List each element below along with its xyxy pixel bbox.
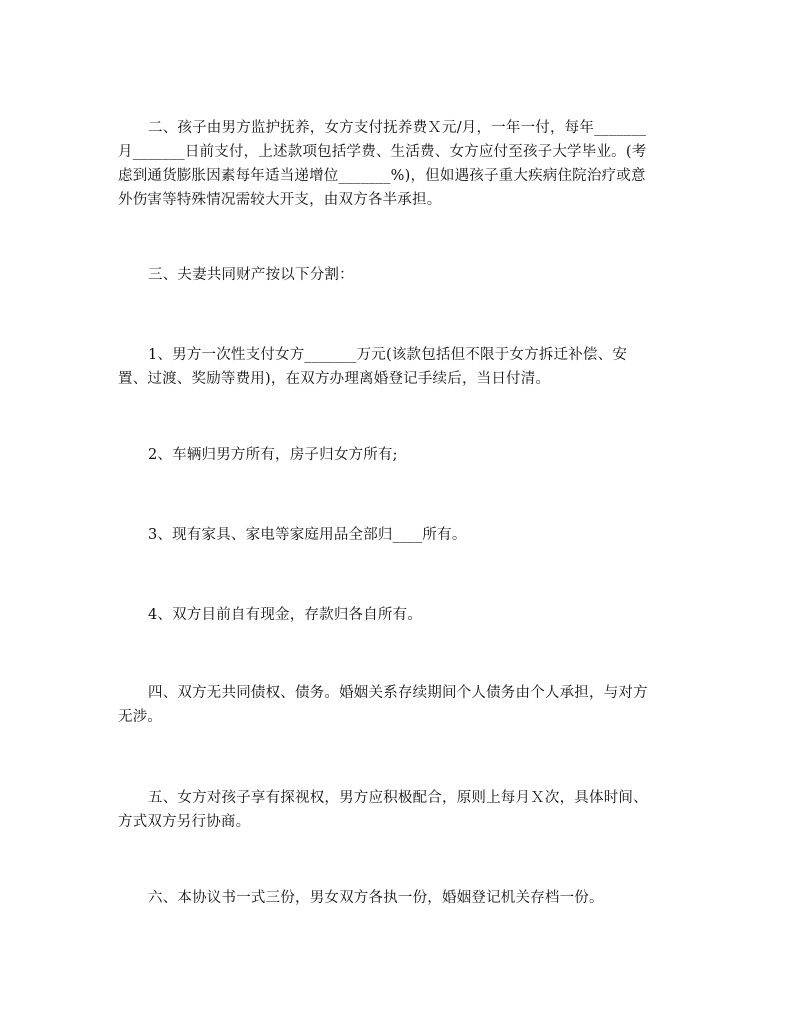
paragraph-line: 三、夫妻共同财产按以下分割： <box>148 267 354 283</box>
paragraph-line: 六、本协议书一式三份，男女双方各执一份，婚姻登记机关存档一份。 <box>148 890 604 906</box>
paragraph-line: 月_______日前支付，上述款项包括学费、生活费、女方应付至孩子大学毕业。(考 <box>118 144 647 160</box>
paragraph-line: 五、女方对孩子享有探视权，男方应积极配合，原则上每月Ｘ次，具体时间、 <box>148 790 648 806</box>
paragraph-line: 无涉。 <box>118 709 163 725</box>
paragraph-visitation <box>118 786 688 834</box>
paragraph-line: 方式双方另行协商。 <box>118 814 251 830</box>
paragraph-line: 外伤害等特殊情况需较大开支，由双方各半承担。 <box>118 192 442 208</box>
paragraph-line: 4、双方目前自有现金，存款归各自所有。 <box>148 607 423 623</box>
paragraph-line: 虑到通货膨胀因素每年适当递增位_______%)，但如遇孩子重大疾病住院治疗或意 <box>118 168 646 184</box>
paragraph-line: 3、现有家具、家电等家庭用品全部归____所有。 <box>148 527 467 543</box>
paragraph-property-item-1 <box>118 343 688 391</box>
paragraph-property-item-4 <box>118 603 688 627</box>
paragraph-line: 2、车辆归男方所有，房子归女方所有; <box>148 447 398 463</box>
paragraph-line: 置、过渡、奖励等费用)，在双方办理离婚登记手续后，当日付清。 <box>118 371 551 387</box>
paragraph-property-item-3 <box>118 523 688 547</box>
paragraph-debts <box>118 681 688 729</box>
paragraph-line: 二、孩子由男方监护抚养，女方支付抚养费Ｘ元/月，一年一付，每年_______ <box>148 120 647 136</box>
paragraph-copies <box>118 886 688 910</box>
paragraph-property-item-2 <box>118 443 688 467</box>
paragraph-line: 1、男方一次性支付女方_______万元(该款包括但不限于女方拆迁补偿、安 <box>148 347 628 363</box>
paragraph-line: 四、双方无共同债权、债务。婚姻关系存续期间个人债务由个人承担，与对方 <box>148 685 648 701</box>
paragraph-property-division-heading <box>118 263 688 287</box>
paragraph-child-custody <box>118 116 688 212</box>
